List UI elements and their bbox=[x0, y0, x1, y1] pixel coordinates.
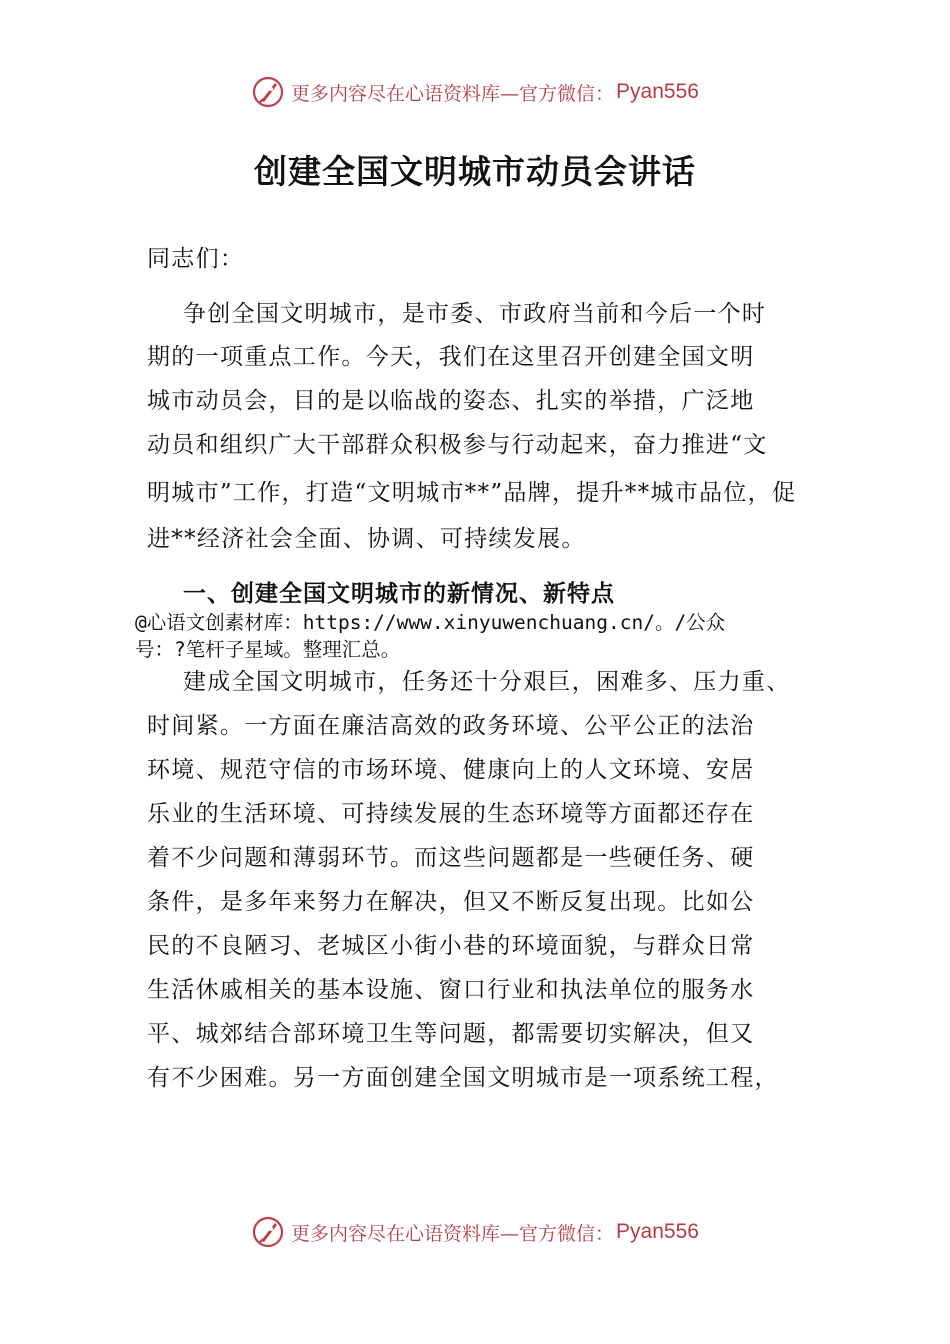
paragraph-line: 乐业的生活环境、可持续发展的生态环境等方面都还存在 bbox=[147, 801, 755, 827]
paragraph-line: 着不少问题和薄弱环节。而这些问题都是一些硬任务、硬 bbox=[147, 845, 755, 871]
paragraph-line: 环境、规范守信的市场环境、健康向上的人文环境、安居 bbox=[147, 757, 755, 783]
paragraph-line: 民的不良陋习、老城区小街小巷的环境面貌，与群众日常 bbox=[147, 933, 755, 959]
banner-wechat-handle: Pyan556 bbox=[616, 80, 699, 103]
salutation: 同志们： bbox=[147, 246, 245, 272]
paragraph-line: 平、城郊结合部环境卫生等问题，都需要切实解决，但又 bbox=[147, 1021, 755, 1047]
paragraph-line: 建成全国文明城市，任务还十分艰巨，困难多、压力重、 bbox=[183, 669, 791, 695]
quill-pen-icon bbox=[251, 1215, 285, 1249]
document-title: 创建全国文明城市动员会讲话 bbox=[254, 152, 696, 191]
paragraph-line: 生活休戚相关的基本设施、窗口行业和执法单位的服务水 bbox=[147, 977, 755, 1003]
paragraph-line: 争创全国文明城市，是市委、市政府当前和今后一个时 bbox=[183, 301, 767, 327]
quill-pen-icon bbox=[251, 75, 285, 109]
paragraph-line: 期的一项重点工作。今天，我们在这里召开创建全国文明 bbox=[147, 344, 755, 370]
paragraph-line: 有不少困难。另一方面创建全国文明城市是一项系统工程， bbox=[147, 1065, 779, 1091]
footer-banner bbox=[0, 1210, 950, 1254]
header-banner bbox=[0, 70, 950, 114]
paragraph-line: 动员和组织广大干部群众积极参与行动起来，奋力推进“文 bbox=[147, 432, 768, 458]
banner-wechat-handle: Pyan556 bbox=[616, 1220, 699, 1243]
source-note-line: 号：?笔杆子星域。整理汇总。 bbox=[135, 638, 401, 661]
source-note-line: @心语文创素材库：https://www.xinyuwenchuang.cn/。/公众 bbox=[135, 611, 726, 634]
banner-text: 更多内容尽在心语资料库—官方微信： bbox=[291, 1222, 615, 1245]
paragraph-line: 城市动员会，目的是以临战的姿态、扎实的举措，广泛地 bbox=[147, 388, 755, 414]
paragraph-line: 明城市”工作，打造“文明城市**”品牌，提升**城市品位，促 bbox=[147, 480, 797, 506]
banner-text: 更多内容尽在心语资料库—官方微信： bbox=[291, 82, 615, 105]
paragraph-line: 时间紧。一方面在廉洁高效的政务环境、公平公正的法治 bbox=[147, 713, 755, 739]
paragraph-line: 条件，是多年来努力在解决，但又不断反复出现。比如公 bbox=[147, 889, 755, 915]
section-heading: 一、创建全国文明城市的新情况、新特点 bbox=[183, 580, 615, 607]
paragraph-line: 进**经济社会全面、协调、可持续发展。 bbox=[147, 526, 586, 552]
